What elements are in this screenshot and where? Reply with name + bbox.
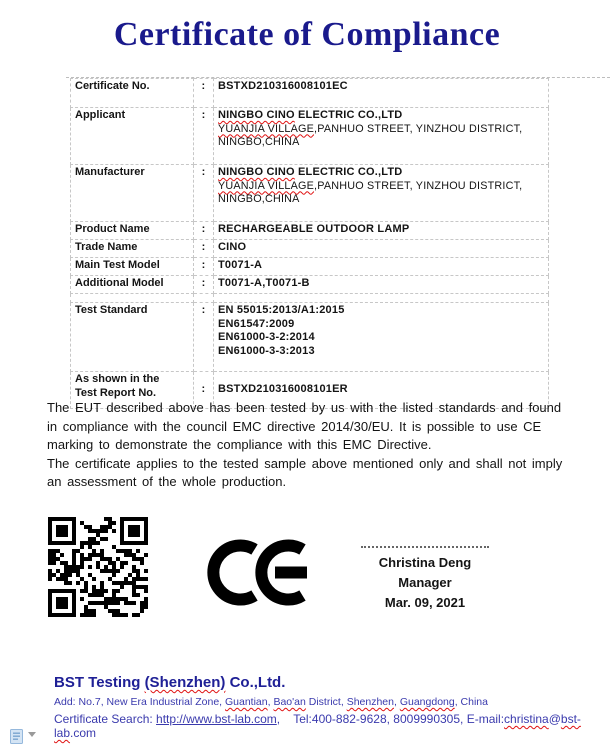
row-label: Trade Name: [71, 240, 194, 258]
table-row-manufacturer: [71, 165, 549, 222]
colon: :: [194, 276, 214, 294]
certificate-search-label: Certificate Search:: [54, 712, 157, 726]
table-row-applicant: [71, 108, 549, 165]
certificate-search-link[interactable]: http://www.bst-lab.com: [156, 712, 277, 726]
signatory-role: Manager: [398, 575, 452, 590]
row-label: Test Standard: [71, 303, 194, 372]
signature-block: [335, 546, 515, 613]
row-label: Additional Model: [71, 276, 194, 294]
table-row-spacer: [71, 294, 549, 303]
paste-options-dropdown-arrow[interactable]: [28, 732, 36, 737]
table-row-test-standard: [71, 303, 549, 372]
certificate-number: BSTXD210316008101EC: [214, 79, 549, 108]
applicant-address-line1: YUANJIA VILLAGE,PANHUO STREET, YINZHOU DISTRICT,: [218, 122, 523, 135]
applicant-address-line2: NINGBO,CHINA: [218, 136, 300, 148]
signatory-name: Christina Deng: [378, 555, 472, 570]
manufacturer-name: NINGBO CINO ELECTRIC CO.,LTD: [218, 166, 403, 178]
declaration-paragraph-1: The EUT described above has been tested by us with the listed standards and found in compliance with the council EMC directive 2014/30/EU. It is possible to use CE marking to demonstrate the compliance with this EMC Directive.: [47, 400, 562, 452]
test-standard-value: EN 55015:2013/A1:2015 EN61547:2009 EN61000-3-2:2014 EN61000-3-3:2013: [214, 303, 549, 372]
paste-options-icon[interactable]: [9, 728, 26, 748]
signature-line: [361, 546, 489, 548]
row-label: As shown in the Test Report No.: [71, 372, 194, 409]
trade-name-value: CINO: [214, 240, 549, 258]
colon: :: [194, 258, 214, 276]
table-row-main-test-model: [71, 258, 549, 276]
colon: :: [194, 79, 214, 108]
declaration-paragraph-2: The certificate applies to the tested sample above mentioned only and shall not imply an assessment of the whole production.: [47, 455, 563, 489]
qr-code: [48, 517, 148, 617]
signature-date: Mar. 09, 2021: [384, 595, 466, 610]
certificate-table: [70, 78, 549, 409]
footer-company-name: BST Testing (Shenzhen) Co.,Ltd.: [54, 674, 286, 691]
manufacturer-address-line1: YUANJIA VILLAGE,PANHUO STREET, YINZHOU DISTRICT,: [218, 179, 523, 192]
row-label: Applicant: [71, 108, 194, 165]
applicant-name: NINGBO CINO ELECTRIC CO.,LTD: [218, 109, 403, 121]
test-report-number: BSTXD210316008101ER: [214, 372, 549, 409]
footer-address: Add: No.7, New Era Industrial Zone, Guantian, Bao'an District, Shenzhen, Guangdong, China: [54, 696, 488, 708]
row-label: Manufacturer: [71, 165, 194, 222]
colon: :: [194, 303, 214, 372]
ce-mark-icon: [207, 533, 311, 617]
additional-model-value: T0071-A,T0071-B: [214, 276, 549, 294]
page-title: Certificate of Compliance: [113, 16, 501, 53]
row-label: Main Test Model: [71, 258, 194, 276]
table-row-certificate-no: [71, 79, 549, 108]
row-label: Certificate No.: [71, 79, 194, 108]
footer-contact-line: Certificate Search: http://www.bst-lab.com, Tel:400-882-9628, 8009990305, E-mail:christina@bst-lab.com: [54, 712, 581, 740]
table-row-product-name: [71, 222, 549, 240]
colon: :: [194, 372, 214, 409]
declaration-text: [47, 399, 574, 492]
main-test-model-value: T0071-A: [214, 258, 549, 276]
colon: :: [194, 165, 214, 222]
applicant-value: [214, 108, 549, 165]
colon: :: [194, 108, 214, 165]
product-name-value: RECHARGEABLE OUTDOOR LAMP: [214, 222, 549, 240]
manufacturer-address-line2: NINGBO,CHINA: [218, 193, 300, 205]
colon: :: [194, 240, 214, 258]
footer-email: christina: [504, 712, 549, 726]
colon: :: [194, 222, 214, 240]
row-label: Product Name: [71, 222, 194, 240]
table-row-trade-name: [71, 240, 549, 258]
manufacturer-value: [214, 165, 549, 222]
table-row-additional-model: [71, 276, 549, 294]
